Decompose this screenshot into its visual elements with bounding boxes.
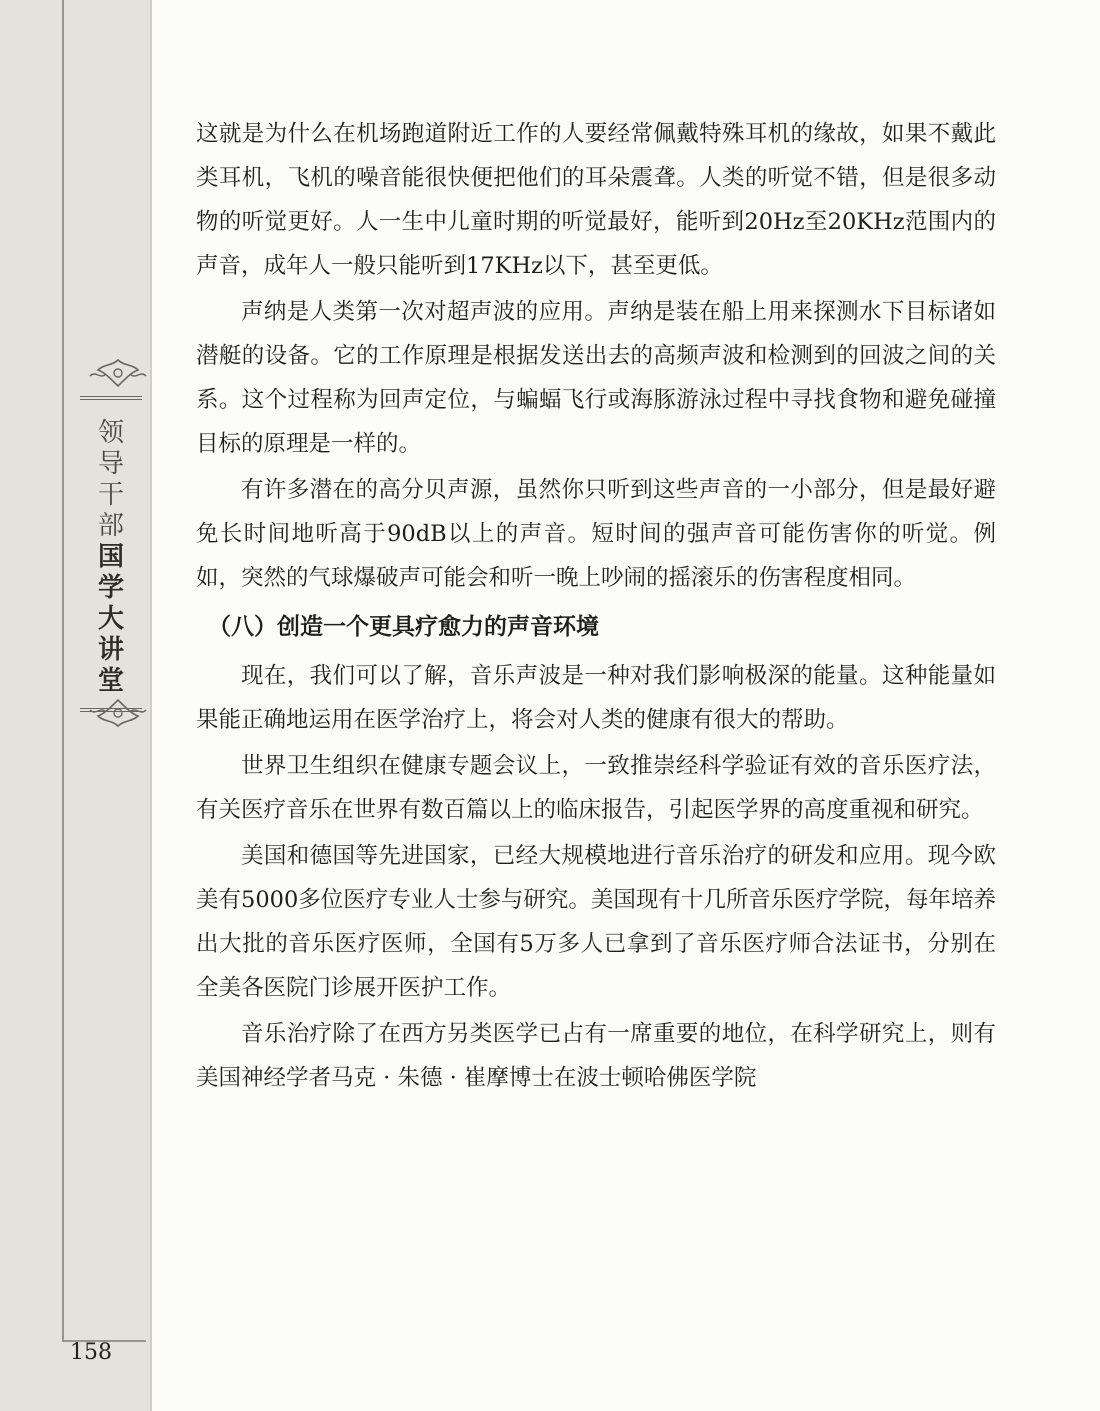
section-heading: （八）创造一个更具疗愈力的声音环境	[208, 613, 599, 640]
series-char: 讲	[97, 635, 124, 665]
paragraph: 这就是为什么在机场跑道附近工作的人要经常佩戴特殊耳机的缘故，如果不戴此类耳机，飞机的噪音能很快便把他们的耳朵震聋。人类的听觉不错，但是很多动物的听觉更好。人一生中儿童时期的听觉最好，能听到20Hz至20KHz范围内的声音，成年人一般只能听到17KHz以下，甚至更低。	[196, 121, 996, 279]
floral-ornament-top-icon	[86, 356, 150, 392]
series-char: 学	[97, 573, 124, 603]
paragraph: 世界卫生组织在健康专题会议上，一致推崇经科学验证有效的音乐医疗法，有关医疗音乐在世界有数百篇以上的临床报告，引起医学界的高度重视和研究。	[196, 753, 996, 823]
floral-ornament-bottom-icon	[86, 694, 150, 730]
paragraph: 美国和德国等先进国家，已经大规模地进行音乐治疗的研发和应用。现今欧美有5000多位医疗专业人士参与研究。美国现有十几所音乐医疗学院，每年培养出大批的音乐医疗医师，全国有5万多人已拿到了音乐医疗师合法证书，分别在全美各医院门诊展开医护工作。	[196, 843, 996, 1001]
series-char: 部	[97, 511, 124, 541]
paragraph: 有许多潜在的高分贝声源，虽然你只听到这些声音的一小部分，但是最好避免长时间地听高于90dB以上的声音。短时间的强声音可能伤害你的听觉。例如，突然的气球爆破声可能会和听一晚上吵闹的摇滚乐的伤害程度相同。	[196, 477, 996, 591]
series-char: 干	[97, 480, 124, 510]
paragraph: 现在，我们可以了解，音乐声波是一种对我们影响极深的能量。这种能量如果能正确地运用在医学治疗上，将会对人类的健康有很大的帮助。	[196, 663, 996, 733]
series-char: 国	[97, 542, 124, 572]
paragraph: 音乐治疗除了在西方另类医学已占有一席重要的地位，在科学研究上，则有美国神经学者马克 · 朱德 · 崔摩博士在波士顿哈佛医学院	[196, 1021, 996, 1091]
margin-vertical-line	[62, 0, 64, 1340]
series-char: 堂	[97, 666, 124, 696]
series-title-text	[80, 418, 142, 697]
page-number: 158	[70, 1340, 112, 1365]
series-char: 领	[97, 418, 124, 448]
series-char: 导	[97, 449, 124, 479]
book-series-title	[80, 396, 142, 712]
series-char: 大	[97, 604, 124, 634]
paragraph: 声纳是人类第一次对超声波的应用。声纳是装在船上用来探测水下目标诸如潜艇的设备。它的工作原理是根据发送出去的高频声波和检测到的回波之间的关系。这个过程称为回声定位，与蝙蝠飞行或海豚游泳过程中寻找食物和避免碰撞目标的原理是一样的。	[196, 299, 996, 457]
body-text	[196, 112, 996, 1100]
margin-divider	[150, 0, 152, 1411]
